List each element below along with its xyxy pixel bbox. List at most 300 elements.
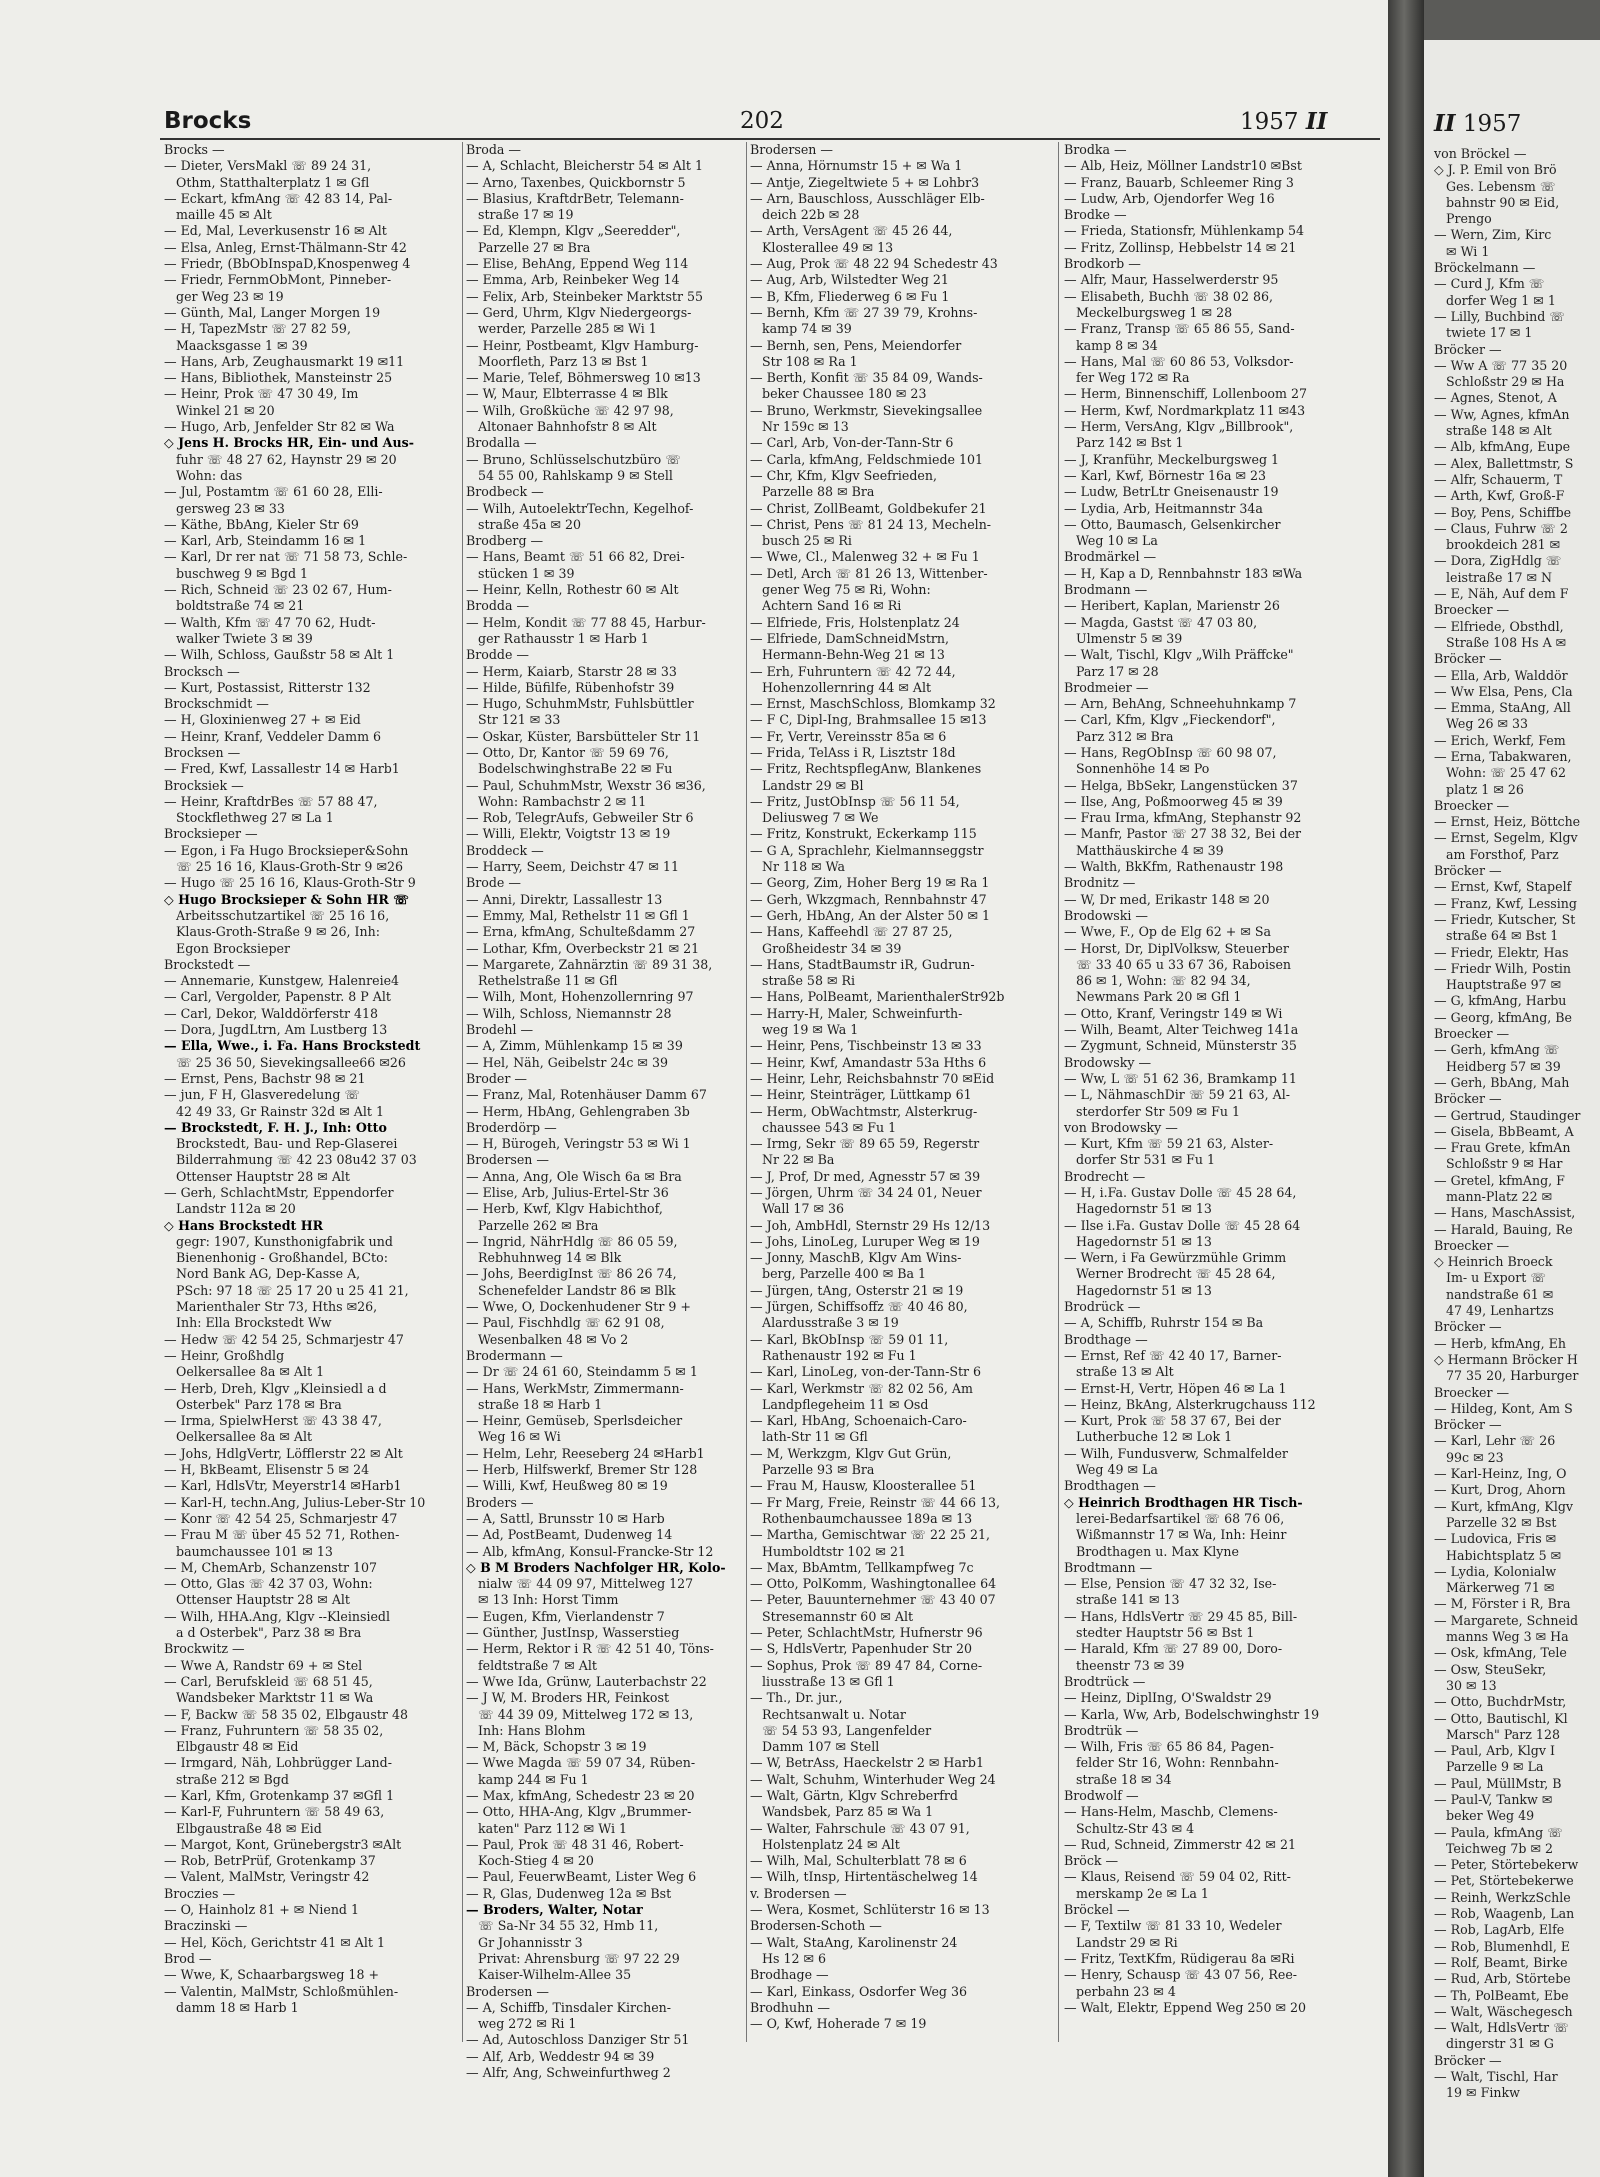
directory-entry: — Christ, Pens ☏ 81 24 13, Mecheln-	[750, 516, 992, 532]
directory-entry: — Arno, Taxenbes, Quickbornstr 5	[466, 174, 686, 190]
entry-continuation: ☏ 25 36 50, Sievekingsallee66 ✉26	[164, 1054, 406, 1070]
entry-continuation: deich 22b ✉ 28	[750, 207, 860, 223]
entry-continuation: Werner Brodrecht ☏ 45 28 64,	[1064, 1266, 1276, 1282]
entry-continuation: Osterbek" Parz 178 ✉ Bra	[164, 1396, 342, 1412]
surname-heading: Broders —	[466, 1494, 534, 1510]
directory-entry: — Frau M ☏ über 45 52 71, Rothen-	[164, 1527, 400, 1543]
entry-continuation: 54 55 00, Rahlskamp 9 ✉ Stell	[466, 467, 673, 483]
directory-entry: — Hedw ☏ 42 54 25, Schmarjestr 47	[164, 1331, 404, 1347]
directory-entry: — Carl, Vergolder, Papenstr. 8 P Alt	[164, 989, 391, 1005]
directory-entry: — Fritz, JustObInsp ☏ 56 11 54,	[750, 793, 960, 809]
directory-entry: — Harry-H, Maler, Schweinfurth-	[750, 1005, 963, 1021]
directory-entry: — Broders, Walter, Notar	[466, 1902, 643, 1918]
directory-entry: — W, Maur, Elbterrasse 4 ✉ Blk	[466, 386, 668, 402]
entry-continuation: Alardusstraße 3 ✉ 19	[750, 1315, 899, 1331]
directory-entry: — Heinr, Kelln, Rothestr 60 ✉ Alt	[466, 582, 679, 598]
entry-continuation: gener Weg 75 ✉ Ri, Wohn:	[750, 582, 931, 598]
directory-entry: — Wilh, Beamt, Alter Teichweg 141a	[1064, 1022, 1299, 1038]
surname-heading: Broda —	[466, 142, 522, 157]
directory-entry: — Hans, RegObInsp ☏ 60 98 07,	[1064, 744, 1277, 760]
page-number: 202	[740, 108, 784, 134]
directory-entry: — Alf, Arb, Weddestr 94 ✉ 39	[466, 2048, 655, 2064]
directory-entry: — Otto, PolKomm, Washingtonallee 64	[750, 1576, 997, 1592]
surname-heading: Brodtmann —	[1064, 1559, 1153, 1575]
entry-continuation: Klaus-Groth-Straße 9 ✉ 26, Inh:	[164, 924, 381, 940]
directory-entry: — Heinr, Pens, Tischbeinstr 13 ✉ 33	[750, 1038, 982, 1054]
directory-entry: — W, BetrAss, Haeckelstr 2 ✉ Harb1	[750, 1755, 984, 1771]
directory-entry: — Frida, TelAss i R, Lisztstr 18d	[750, 744, 956, 760]
entry-continuation: boldtstraße 74 ✉ 21	[164, 598, 305, 614]
surname-heading: Brodrecht —	[1064, 1168, 1146, 1184]
entry-continuation: am Forsthof, Parz	[1434, 846, 1559, 862]
surname-heading: Bröcker —	[1434, 651, 1502, 667]
directory-entry: — Wwe Magda ☏ 59 07 34, Rüben-	[466, 1755, 696, 1771]
directory-entry: — Karl, Kwf, Börnestr 16a ✉ 23	[1064, 467, 1267, 483]
entry-continuation: Nord Bank AG, Dep-Kasse A,	[164, 1266, 361, 1282]
directory-entry: — Walth, BkKfm, Rathenaustr 198	[1064, 859, 1284, 875]
directory-entry: — Bruno, Schlüsselschutzbüro ☏	[466, 451, 681, 467]
surname-heading: Bröck —	[1064, 1853, 1119, 1869]
surname-heading: Brodda —	[466, 598, 530, 614]
directory-entry: — Berth, Konfit ☏ 35 84 09, Wands-	[750, 370, 983, 386]
directory-entry: — Joh, AmbHdl, Sternstr 29 Hs 12/13	[750, 1217, 991, 1233]
entry-continuation: straße 45a ✉ 20	[466, 516, 582, 532]
surname-heading: Brod —	[164, 1950, 212, 1966]
entry-continuation: Weg 26 ✉ 33	[1434, 716, 1529, 732]
entry-continuation: Parz 312 ✉ Bra	[1064, 728, 1174, 744]
entry-continuation: Matthäuskirche 4 ✉ 39	[1064, 842, 1224, 858]
directory-entry: — Erna, Tabakwaren,	[1434, 748, 1572, 764]
directory-entry: ◇ Heinrich Brodthagen HR Tisch-	[1064, 1494, 1303, 1510]
entry-continuation: buschweg 9 ✉ Bgd 1	[164, 565, 309, 581]
directory-entry: — Karl, Arb, Steindamm 16 ✉ 1	[164, 533, 367, 549]
directory-entry: — Karl, BkObInsp ☏ 59 01 11,	[750, 1331, 949, 1347]
directory-entry: — Herm, Binnenschiff, Lollenboom 27	[1064, 386, 1307, 402]
entry-continuation: Hermann-Behn-Weg 21 ✉ 13	[750, 647, 945, 663]
surname-heading: v. Brodersen —	[750, 1885, 847, 1901]
surname-heading: Brodmeier —	[1064, 679, 1149, 695]
entry-continuation: kamp 244 ✉ Fu 1	[466, 1771, 589, 1787]
directory-column-4	[1064, 142, 1332, 2042]
directory-entry: — Kurt, Postassist, Ritterstr 132	[164, 679, 371, 695]
directory-entry: — Dr ☏ 24 61 60, Steindamm 5 ✉ 1	[466, 1364, 698, 1380]
directory-entry: — Karl, Einkass, Osdorfer Weg 36	[750, 1983, 968, 1999]
directory-entry: — Walter, Fahrschule ☏ 43 07 91,	[750, 1820, 970, 1836]
directory-entry: — Hans, PolBeamt, MarienthalerStr92b	[750, 989, 1005, 1005]
entry-continuation: feldtstraße 7 ✉ Alt	[466, 1657, 597, 1673]
directory-entry: — Georg, kfmAng, Be	[1434, 1009, 1572, 1025]
entry-continuation: Teichweg 7b ✉ 2	[1434, 1840, 1554, 1856]
directory-entry: — Margot, Kont, Grünebergstr3 ✉Alt	[164, 1836, 402, 1852]
running-head-left: Brocks	[164, 108, 252, 134]
directory-entry: — B, Kfm, Fliederweg 6 ✉ Fu 1	[750, 288, 950, 304]
entry-continuation: Rebhuhnweg 14 ✉ Blk	[466, 1250, 622, 1266]
directory-entry: — Dora, JugdLtrn, Am Lustberg 13	[164, 1022, 388, 1038]
entry-continuation: Wall 17 ✉ 36	[750, 1201, 845, 1217]
surname-heading: Brode —	[466, 875, 521, 891]
entry-continuation: Schenefelder Landstr 86 ✉ Blk	[466, 1282, 676, 1298]
directory-entry: — Curd J, Kfm ☏	[1434, 276, 1545, 292]
entry-continuation: Altonaer Bahnhofstr 8 ✉ Alt	[466, 419, 657, 435]
directory-entry: — Chr, Kfm, Klgv Seefrieden,	[750, 467, 937, 483]
entry-continuation: Achtern Sand 16 ✉ Ri	[750, 598, 902, 614]
directory-entry: — Margarete, Zahnärztin ☏ 89 31 38,	[466, 956, 713, 972]
surname-heading: Brodowski —	[1064, 907, 1148, 923]
entry-continuation: straße 18 ✉ 34	[1064, 1771, 1172, 1787]
directory-entry: — Karl, HdlsVtr, Meyerstr14 ✉Harb1	[164, 1478, 402, 1494]
book-gutter	[1388, 0, 1424, 2177]
directory-entry: ◇ B M Broders Nachfolger HR, Kolo-	[466, 1559, 726, 1575]
directory-entry: — Lydia, Kolonialw	[1434, 1563, 1557, 1579]
entry-continuation: ☏ 33 40 65 u 33 67 36, Raboisen	[1064, 956, 1292, 972]
directory-entry: — Rich, Schneid ☏ 23 02 67, Hum-	[164, 582, 392, 598]
directory-entry: — Aug, Prok ☏ 48 22 94 Schedestr 43	[750, 256, 998, 272]
entry-continuation: Inh: Ella Brockstedt Ww	[164, 1315, 332, 1331]
column-divider	[1058, 142, 1059, 2042]
directory-entry: — R, Glas, Dudenweg 12a ✉ Bst	[466, 1885, 672, 1901]
entry-continuation: Hs 12 ✉ 6	[750, 1950, 827, 1966]
entry-continuation: Straße 108 Hs A ✉	[1434, 634, 1567, 650]
directory-entry: — Claus, Fuhrw ☏ 2	[1434, 520, 1568, 536]
directory-entry: — G A, Sprachlehr, Kielmannseggstr	[750, 842, 984, 858]
directory-entry: — Wilh, Mal, Schulterblatt 78 ✉ 6	[750, 1853, 967, 1869]
entry-continuation: Habichtsplatz 5 ✉	[1434, 1547, 1562, 1563]
surname-heading: Broecker —	[1434, 1026, 1510, 1042]
directory-entry: — Ed, Klempn, Klgv „Seeredder",	[466, 223, 681, 239]
entry-continuation: Bilderrahmung ☏ 42 23 08u42 37 03	[164, 1152, 417, 1168]
directory-entry: — W, Dr med, Erikastr 148 ✉ 20	[1064, 891, 1270, 907]
directory-entry: — H, BkBeamt, Elisenstr 5 ✉ 24	[164, 1462, 370, 1478]
entry-continuation: leistraße 17 ✉ N	[1434, 569, 1553, 585]
entry-continuation: 42 49 33, Gr Rainstr 32d ✉ Alt 1	[164, 1103, 384, 1119]
directory-entry: — Wilh, Mont, Hohenzollernring 97	[466, 989, 694, 1005]
directory-entry: — Heinr, Kranf, Veddeler Damm 6	[164, 728, 382, 744]
surname-heading: Bröcker —	[1434, 863, 1502, 879]
directory-entry: — Gerh, kfmAng ☏	[1434, 1042, 1560, 1058]
directory-entry: — J W, M. Broders HR, Feinkost	[466, 1690, 670, 1706]
directory-entry: — M, ChemArb, Schanzenstr 107	[164, 1559, 378, 1575]
adjacent-year: 1957	[1462, 111, 1522, 137]
directory-entry: — Bernh, Kfm ☏ 27 39 79, Krohns-	[750, 304, 978, 320]
surname-heading: Brodowsky —	[1064, 1054, 1152, 1070]
directory-entry: ◇ Heinrich Broeck	[1434, 1254, 1553, 1270]
directory-entry: — Käthe, BbAng, Kieler Str 69	[164, 516, 359, 532]
directory-entry: — Ella, Wwe., i. Fa. Hans Brockstedt	[164, 1038, 421, 1054]
directory-entry: — Lilly, Buchbind ☏	[1434, 308, 1566, 324]
directory-entry: — E, Näh, Auf dem F	[1434, 586, 1569, 602]
directory-entry: — Otto, Glas ☏ 42 37 03, Wohn:	[164, 1576, 373, 1592]
directory-entry: — Frau Grete, kfmAn	[1434, 1140, 1571, 1156]
entry-continuation: walker Twiete 3 ✉ 39	[164, 630, 313, 646]
directory-entry: — Ella, Arb, Walddör	[1434, 667, 1568, 683]
entry-continuation: Parzelle 32 ✉ Bst	[1434, 1514, 1557, 1530]
directory-entry: — Elise, Arb, Julius-Ertel-Str 36	[466, 1185, 669, 1200]
entry-continuation: Weg 10 ✉ La	[1064, 533, 1158, 549]
directory-entry: — Karl, Dr rer nat ☏ 71 58 73, Schle-	[164, 549, 408, 565]
directory-entry: — Kurt, Kfm ☏ 59 21 63, Alster-	[1064, 1136, 1274, 1152]
directory-entry: ◇ Jens H. Brocks HR, Ein- und Aus-	[164, 435, 414, 451]
directory-entry: — Willi, Kwf, Heußweg 80 ✉ 19	[466, 1478, 668, 1494]
directory-entry: — Magda, Gastst ☏ 47 03 80,	[1064, 614, 1258, 630]
directory-entry: — Erh, Fuhruntern ☏ 42 72 44,	[750, 663, 956, 679]
entry-continuation: Gr Johannisstr 3	[466, 1934, 583, 1950]
adjacent-running-head	[1434, 110, 1521, 137]
entry-continuation: Arbeitsschutzartikel ☏ 25 16 16,	[164, 907, 390, 923]
entry-continuation: fuhr ☏ 48 27 62, Haynstr 29 ✉ 20	[164, 451, 397, 467]
directory-entry: — Paul-V, Tankw ✉	[1434, 1791, 1553, 1807]
entry-continuation: Str 121 ✉ 33	[466, 712, 561, 728]
directory-entry: — Eugen, Kfm, Vierlandenstr 7	[466, 1608, 665, 1624]
directory-entry: — Wilh, Schloss, Gaußstr 58 ✉ Alt 1	[164, 647, 395, 663]
entry-continuation: Ottenser Hauptstr 28 ✉ Alt	[164, 1168, 350, 1184]
surname-heading: Bröcker —	[1434, 1319, 1502, 1335]
entry-continuation: Weg 16 ✉ Wi	[466, 1429, 561, 1445]
directory-entry: — Carl, Dekor, Walddörferstr 418	[164, 1005, 379, 1021]
directory-entry: — Walt, Elektr, Eppend Weg 250 ✉ 20	[1064, 1999, 1307, 2015]
directory-entry: — Lydia, Arb, Heitmannstr 34a	[1064, 500, 1263, 516]
entry-continuation: ger Rathausstr 1 ✉ Harb 1	[466, 630, 649, 646]
entry-continuation: Nr 118 ✉ Wa	[750, 859, 846, 875]
surname-heading: Brodwolf —	[1064, 1787, 1139, 1803]
entry-continuation: felder Str 16, Wohn: Rennbahn-	[1064, 1755, 1279, 1771]
directory-entry: — Gerd, Uhrm, Klgv Niedergeorgs-	[466, 304, 692, 320]
entry-continuation: ger Weg 23 ✉ 19	[164, 288, 284, 304]
directory-entry: ◇ Hermann Bröcker H	[1434, 1351, 1578, 1367]
directory-entry: — Georg, Zim, Hoher Berg 19 ✉ Ra 1	[750, 875, 990, 891]
directory-entry: — Johs, LinoLeg, Luruper Weg ✉ 19	[750, 1233, 980, 1249]
entry-continuation: Marsch" Parz 128	[1434, 1726, 1560, 1742]
directory-entry: — Rob, TelegrAufs, Gebweiler Str 6	[466, 810, 694, 826]
entry-continuation: twiete 17 ✉ 1	[1434, 325, 1533, 341]
directory-entry: — Friedr Wilh, Postin	[1434, 960, 1572, 976]
directory-entry: — Elfriede, DamSchneidMstrn,	[750, 630, 950, 646]
directory-entry: — Paul, Fischhdlg ☏ 62 91 08,	[466, 1315, 665, 1331]
surname-heading: von Bröckel —	[1434, 146, 1527, 161]
entry-continuation: Koch-Stieg 4 ✉ 20	[466, 1853, 594, 1869]
directory-entry: — Wwe, F., Op de Elg 62 + ✉ Sa	[1064, 924, 1272, 940]
entry-continuation: Damm 107 ✉ Stell	[750, 1739, 880, 1755]
directory-entry: — Walt, Schuhm, Winterhuder Weg 24	[750, 1771, 996, 1787]
directory-entry: — H, Kap a D, Rennbahnstr 183 ✉Wa	[1064, 565, 1303, 581]
directory-entry: — Osk, kfmAng, Tele	[1434, 1645, 1567, 1661]
volume: II	[1305, 108, 1328, 135]
surname-heading: Brodhuhn —	[750, 1999, 830, 2015]
directory-entry: — Herb, Hilfswerkf, Bremer Str 128	[466, 1462, 698, 1478]
entry-continuation: Othm, Statthalterplatz 1 ✉ Gfl	[164, 174, 370, 190]
entry-continuation: Parzelle 262 ✉ Bra	[466, 1217, 599, 1233]
entry-continuation: Rechtsanwalt u. Notar	[750, 1706, 906, 1722]
surname-heading: Brockstedt —	[164, 956, 251, 972]
surname-heading: Braczinski —	[164, 1918, 248, 1934]
directory-entry: — Emma, StaAng, All	[1434, 700, 1571, 716]
directory-entry: — A, Schlacht, Bleicherstr 54 ✉ Alt 1	[466, 158, 703, 174]
directory-entry: — M, Bäck, Schopstr 3 ✉ 19	[466, 1739, 647, 1755]
entry-continuation: Hagedornstr 51 ✉ 13	[1064, 1201, 1212, 1217]
directory-entry: — F, Backw ☏ 58 35 02, Elbgaustr 48	[164, 1706, 408, 1722]
directory-entry: — Gerh, Wkzgmach, Rennbahnstr 47	[750, 891, 987, 907]
adjacent-volume: II	[1434, 110, 1456, 137]
entry-continuation: lerei-Bedarfsartikel ☏ 68 76 06,	[1064, 1510, 1285, 1526]
directory-entry: — Friedr, (BbObInspaD,Knospenweg 4	[164, 256, 411, 272]
directory-entry: — Elsa, Anleg, Ernst-Thälmann-Str 42	[164, 239, 407, 255]
directory-entry: — Walt, Gärtn, Klgv Schreberfrd	[750, 1787, 958, 1803]
entry-continuation: gegr: 1907, Kunsthonigfabrik und	[164, 1233, 393, 1249]
entry-continuation: chaussee 543 ✉ Fu 1	[750, 1119, 897, 1135]
directory-entry: — Karl, Werkmstr ☏ 82 02 56, Am	[750, 1380, 973, 1396]
directory-entry: — Konr ☏ 42 54 25, Schmarjestr 47	[164, 1510, 398, 1526]
entry-continuation: baumchaussee 101 ✉ 13	[164, 1543, 333, 1559]
surname-heading: Brodbeck —	[466, 484, 544, 500]
directory-entry: — Otto, HHA-Ang, Klgv „Brummer-	[466, 1804, 692, 1820]
directory-entry: — Lothar, Kfm, Overbeckstr 21 ✉ 21	[466, 940, 700, 956]
directory-entry: — Karl-Heinz, Ing, O	[1434, 1466, 1567, 1482]
directory-entry: — Margarete, Schneid	[1434, 1612, 1579, 1628]
directory-entry: — Irmg, Sekr ☏ 89 65 59, Regerstr	[750, 1136, 980, 1152]
entry-continuation: Stresemannstr 60 ✉ Alt	[750, 1608, 914, 1624]
directory-entry: — Wwe, K, Schaarbargsweg 18 +	[164, 1967, 380, 1983]
directory-entry: — Heinr, Gemüseb, Sperlsdeicher	[466, 1413, 683, 1429]
entry-continuation: Hagedornstr 51 ✉ 13	[1064, 1282, 1212, 1298]
entry-continuation: manns Weg 3 ✉ Ha	[1434, 1629, 1569, 1645]
column-divider	[746, 142, 747, 2042]
entry-continuation: katen" Parz 112 ✉ Wi 1	[466, 1820, 628, 1836]
entry-continuation: Prengo	[1434, 211, 1492, 227]
header-rule	[160, 138, 1380, 140]
directory-entry: — Wilh, Fundusverw, Schmalfelder	[1064, 1445, 1288, 1461]
directory-entry: — Hans, Arb, Zeughausmarkt 19 ✉11	[164, 353, 405, 369]
directory-entry: — Herm, HbAng, Gehlengraben 3b	[466, 1103, 690, 1119]
directory-entry: — Hans, Beamt ☏ 51 66 82, Drei-	[466, 549, 685, 565]
entry-continuation: Nr 159c ✉ 13	[750, 419, 849, 435]
directory-entry: — Irma, SpielwHerst ☏ 43 38 47,	[164, 1413, 382, 1429]
directory-entry: — Dieter, VersMakl ☏ 89 24 31,	[164, 158, 372, 174]
directory-entry: — Karl, LinoLeg, von-der-Tann-Str 6	[750, 1364, 982, 1380]
entry-continuation: Brockstedt, Bau- und Rep-Glaserei	[164, 1136, 398, 1152]
directory-entry: — Valentin, MalMstr, Schloßmühlen-	[164, 1983, 399, 1999]
directory-entry: — Erich, Werkf, Fem	[1434, 732, 1566, 748]
entry-continuation: Landstr 29 ✉ Bl	[750, 777, 864, 793]
directory-entry: — Wilh, AutoelektrTechn, Kegelhof-	[466, 500, 694, 516]
entry-continuation: Privat: Ahrensburg ☏ 97 22 29	[466, 1950, 680, 1966]
entry-continuation: straße 141 ✉ 13	[1064, 1592, 1180, 1608]
entry-continuation: dorfer Weg 1 ✉ 1	[1434, 292, 1556, 308]
directory-entry: — Franz, Fuhruntern ☏ 58 35 02,	[164, 1722, 384, 1738]
directory-entry: — Rud, Arb, Störtebe	[1434, 1971, 1571, 1987]
surname-heading: Brocksch —	[164, 663, 240, 679]
entry-continuation: Meckelburgsweg 1 ✉ 28	[1064, 304, 1233, 320]
entry-continuation: straße 148 ✉ Alt	[1434, 423, 1552, 439]
surname-heading: Brodnitz —	[1064, 875, 1136, 891]
directory-entry: — Ww A ☏ 77 35 20	[1434, 357, 1568, 373]
directory-entry: — Karl, HbAng, Schoenaich-Caro-	[750, 1413, 967, 1429]
directory-entry: — A, Schiffb, Ruhrstr 154 ✉ Ba	[1064, 1315, 1264, 1331]
entry-continuation: Im- u Export ☏	[1434, 1270, 1547, 1286]
entry-continuation: weg 19 ✉ Wa 1	[750, 1022, 859, 1038]
directory-entry: — Franz, Kwf, Lessing	[1434, 895, 1577, 911]
directory-entry: — Hel, Köch, Gerichtstr 41 ✉ Alt 1	[164, 1934, 386, 1950]
entry-continuation: Rathenaustr 192 ✉ Fu 1	[750, 1347, 917, 1363]
entry-continuation: Str 108 ✉ Ra 1	[750, 353, 858, 369]
directory-entry: — Christ, ZollBeamt, Goldbekufer 21	[750, 500, 987, 516]
directory-entry: — Kurt, Prok ☏ 58 37 67, Bei der	[1064, 1413, 1281, 1429]
entry-continuation: platz 1 ✉ 26	[1434, 781, 1524, 797]
directory-entry: — Ernst, Heiz, Böttche	[1434, 814, 1581, 830]
entry-continuation: Humboldtstr 102 ✉ 21	[750, 1543, 907, 1559]
directory-entry: — J, Kranführ, Meckelburgsweg 1	[1064, 451, 1280, 467]
directory-entry: — Herm, ObWachtmstr, Alsterkrug-	[750, 1103, 978, 1119]
directory-entry: — Martha, Gemischtwar ☏ 22 25 21,	[750, 1527, 991, 1543]
entry-continuation: Heidberg 57 ✉ 39	[1434, 1058, 1561, 1074]
entry-continuation: Wohn: ☏ 25 47 62	[1434, 765, 1566, 781]
directory-entry: — Ww Elsa, Pens, Cla	[1434, 683, 1573, 699]
surname-heading: Brodalla —	[466, 435, 537, 451]
directory-entry: — Jörgen, Uhrm ☏ 34 24 01, Neuer	[750, 1185, 982, 1200]
entry-continuation: Rothenbaumchaussee 189a ✉ 13	[750, 1510, 973, 1526]
directory-entry: — Alb, kfmAng, Konsul-Francke-Str 12	[466, 1543, 714, 1559]
surname-heading: Brodersen —	[750, 142, 834, 157]
entry-continuation: fer Weg 172 ✉ Ra	[1064, 370, 1190, 386]
entry-continuation: Landstr 112a ✉ 20	[164, 1201, 296, 1217]
directory-entry: — Pet, Störtebekerwe	[1434, 1873, 1574, 1889]
directory-entry: — Günther, JustInsp, Wasserstieg	[466, 1625, 680, 1641]
entry-continuation: Lutherbuche 12 ✉ Lok 1	[1064, 1429, 1233, 1445]
directory-entry: — Alex, Ballettmstr, S	[1434, 455, 1574, 471]
directory-entry: — Gretel, kfmAng, F	[1434, 1172, 1565, 1188]
entry-continuation: Klosterallee 49 ✉ 13	[750, 239, 894, 255]
directory-entry: ◇ Hans Brockstedt HR	[164, 1217, 324, 1233]
entry-continuation: stücken 1 ✉ 39	[466, 565, 575, 581]
directory-entry: — Hel, Näh, Geibelstr 24c ✉ 39	[466, 1054, 669, 1070]
directory-entry: — Gerh, SchlachtMstr, Eppendorfer	[164, 1185, 394, 1200]
directory-entry: — Rob, Blumenhdl, E	[1434, 1938, 1571, 1954]
entry-continuation: mann-Platz 22 ✉	[1434, 1189, 1553, 1204]
directory-entry: — Brockstedt, F. H. J., Inh: Otto	[164, 1119, 387, 1135]
directory-entry: — Wilh, Fris ☏ 65 86 84, Pagen-	[1064, 1739, 1274, 1755]
entry-continuation: Winkel 21 ✉ 20	[164, 402, 275, 418]
entry-continuation: perbahn 23 ✉ 4	[1064, 1983, 1176, 1999]
directory-entry: — Walt, Tischl, Klgv „Wilh Präffcke"	[1064, 647, 1294, 663]
entry-continuation: damm 18 ✉ Harb 1	[164, 1999, 299, 2015]
entry-continuation: Schultz-Str 43 ✉ 4	[1064, 1820, 1195, 1836]
adjacent-column	[1434, 146, 1600, 2101]
directory-entry: — A, Schiffb, Tinsdaler Kirchen-	[466, 1999, 672, 2015]
entry-continuation: Maacksgasse 1 ✉ 39	[164, 337, 308, 353]
surname-heading: Brodkorb —	[1064, 256, 1141, 272]
entry-continuation: Deliusweg 7 ✉ We	[750, 810, 879, 826]
directory-entry: — Paul, FeuerwBeamt, Lister Weg 6	[466, 1869, 697, 1885]
directory-entry: — Arth, VersAgent ☏ 45 26 44,	[750, 223, 953, 239]
year: 1957	[1240, 109, 1299, 135]
entry-continuation: merskamp 2e ✉ La 1	[1064, 1885, 1209, 1901]
directory-entry: — Alb, Heiz, Möllner Landstr10 ✉Bst	[1064, 158, 1302, 174]
surname-heading: Bröcker —	[1434, 1417, 1502, 1433]
entry-continuation: Elbgaustraße 48 ✉ Eid	[164, 1820, 322, 1836]
directory-entry: — Karl, Lehr ☏ 26	[1434, 1433, 1556, 1449]
directory-entry: — Gerh, HbAng, An der Alster 50 ✉ 1	[750, 907, 991, 923]
entry-continuation: busch 25 ✉ Ri	[750, 533, 852, 549]
directory-entry: — Heinr, Prok ☏ 47 30 49, Im	[164, 386, 359, 402]
directory-entry: — Rud, Schneid, Zimmerstr 42 ✉ 21	[1064, 1836, 1297, 1852]
entry-continuation: straße 13 ✉ Alt	[1064, 1364, 1174, 1380]
directory-entry: — Heinr, Großhdlg	[164, 1347, 285, 1363]
entry-continuation: Ottenser Hauptstr 28 ✉ Alt	[164, 1592, 350, 1608]
surname-heading: von Brodowsky —	[1064, 1119, 1178, 1135]
entry-continuation: Ulmenstr 5 ✉ 39	[1064, 630, 1183, 646]
entry-continuation: Wandsbek, Parz 85 ✉ Wa 1	[750, 1804, 934, 1820]
directory-entry: — Osw, SteuSekr,	[1434, 1661, 1547, 1677]
entry-continuation: stedter Hauptstr 56 ✉ Bst 1	[1064, 1625, 1255, 1641]
directory-entry: — Hans, Mal ☏ 60 86 53, Volksdor-	[1064, 353, 1294, 369]
